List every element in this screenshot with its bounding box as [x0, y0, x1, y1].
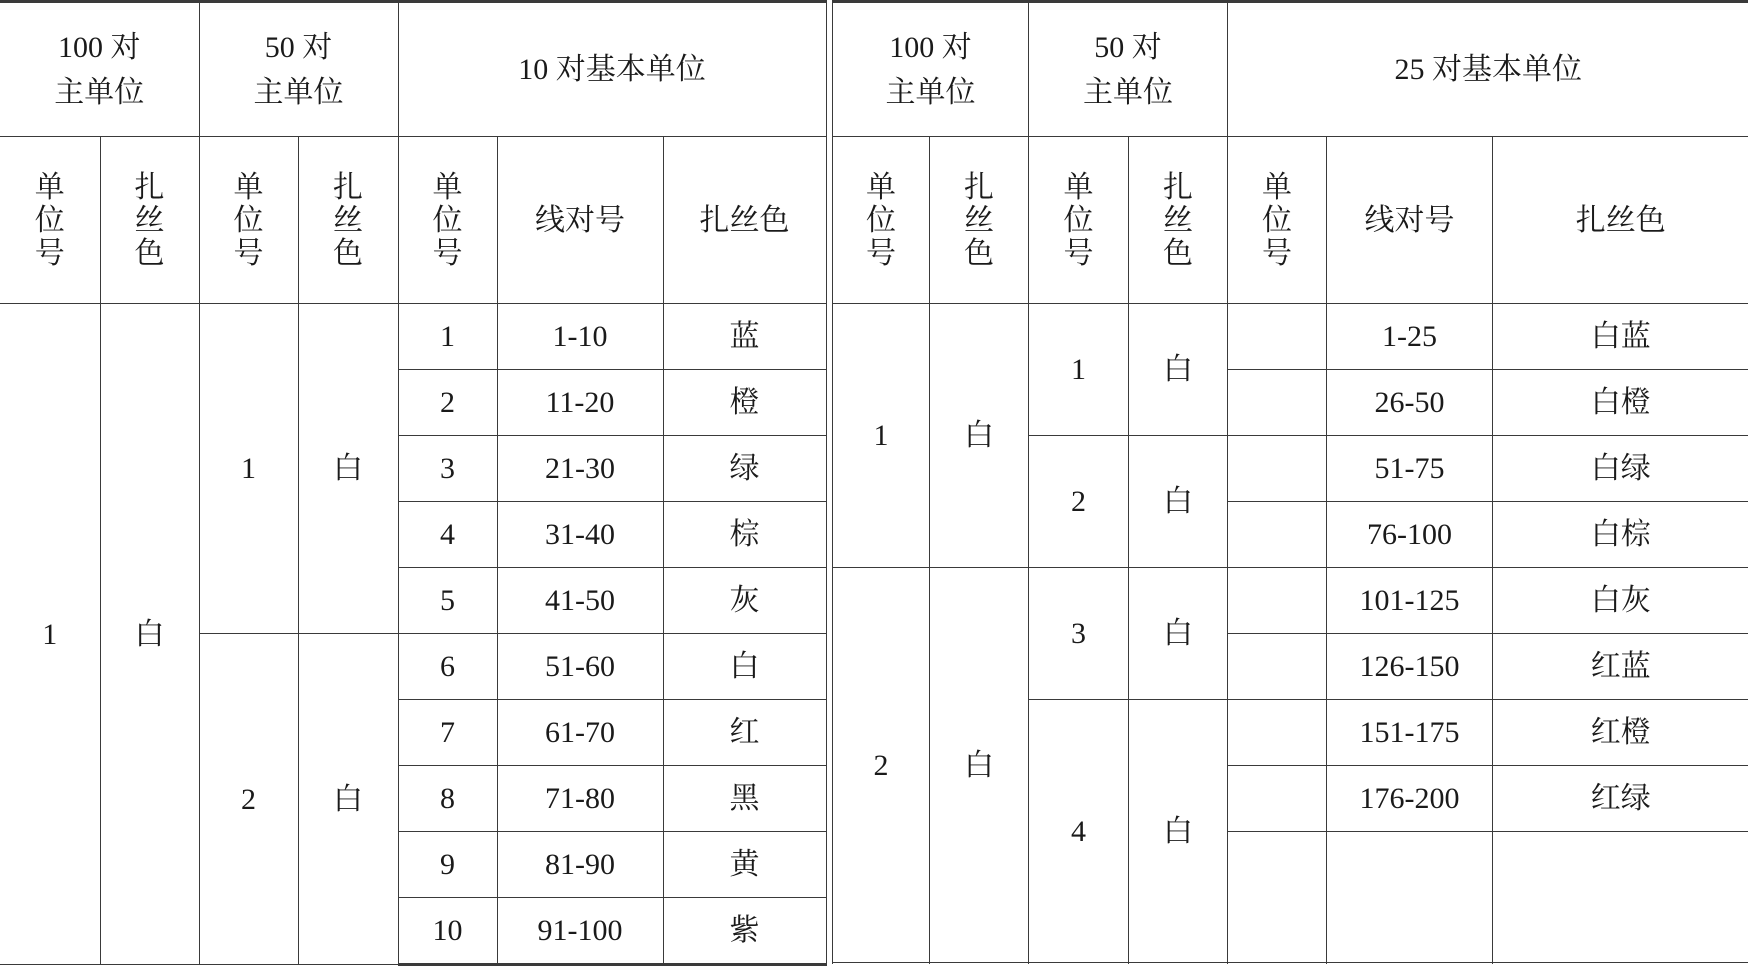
main100-color: 白: [930, 568, 1029, 963]
main50-unit: 2: [1029, 436, 1129, 568]
header-unit-number: 单 位 号: [1228, 137, 1327, 304]
unit-number: 7: [398, 700, 497, 766]
header-unit-number: 单 位 号: [833, 137, 930, 304]
header-binder-color: 扎丝色: [663, 137, 826, 304]
pair-range: 1-10: [497, 304, 663, 370]
unit-number: 1: [398, 304, 497, 370]
pair-range: 1-25: [1327, 304, 1493, 370]
unit-number: 4: [398, 502, 497, 568]
pair-range: 31-40: [497, 502, 663, 568]
header-50-pair-main-unit: 50 对 主单位: [1029, 2, 1228, 137]
header-100-pair-main-unit: 100 对 主单位: [833, 2, 1029, 137]
pair-range: 81-90: [497, 832, 663, 898]
header-50-pair-main-unit: 50 对 主单位: [199, 2, 398, 137]
binder-color: 绿: [663, 436, 826, 502]
binder-color: 白绿: [1493, 436, 1748, 502]
unit-number: 8: [398, 766, 497, 832]
unit-number: [1228, 700, 1327, 766]
main100-unit: 1: [833, 304, 930, 568]
main100-unit: 1: [0, 304, 100, 965]
pair-range: 41-50: [497, 568, 663, 634]
pair-range: 61-70: [497, 700, 663, 766]
unit-number: [1228, 832, 1327, 963]
binder-color: 黄: [663, 832, 826, 898]
unit-number: 9: [398, 832, 497, 898]
binder-color: 蓝: [663, 304, 826, 370]
header-binder-color: 扎 丝 色: [1129, 137, 1228, 304]
header-binder-color: 扎 丝 色: [100, 137, 199, 304]
main50-color: 白: [1129, 436, 1228, 568]
header-unit-number: 单 位 号: [1029, 137, 1129, 304]
main50-unit: 4: [1029, 700, 1129, 963]
header-binder-color: 扎 丝 色: [930, 137, 1029, 304]
binder-color: 红: [663, 700, 826, 766]
binder-color: 黑: [663, 766, 826, 832]
pair-range: 91-100: [497, 898, 663, 965]
main50-unit: 1: [1029, 304, 1129, 436]
pair-range: 51-60: [497, 634, 663, 700]
pair-range: 76-100: [1327, 502, 1493, 568]
main50-color: 白: [1129, 700, 1228, 963]
binder-color: 灰: [663, 568, 826, 634]
pair-range: 21-30: [497, 436, 663, 502]
binder-color: 白: [663, 634, 826, 700]
main100-color: 白: [930, 304, 1029, 568]
binder-color: 棕: [663, 502, 826, 568]
unit-number: 6: [398, 634, 497, 700]
main50-color: 白: [298, 304, 398, 634]
binder-color: 白橙: [1493, 370, 1748, 436]
main50-color: 白: [1129, 568, 1228, 700]
header-binder-color: 扎丝色: [1493, 137, 1748, 304]
header-pair-number: 线对号: [497, 137, 663, 304]
pair-range: 26-50: [1327, 370, 1493, 436]
unit-number: 2: [398, 370, 497, 436]
binder-color: 白蓝: [1493, 304, 1748, 370]
unit-number: 3: [398, 436, 497, 502]
binder-color: 红蓝: [1493, 634, 1748, 700]
unit-number: [1228, 634, 1327, 700]
pair-range: 101-125: [1327, 568, 1493, 634]
header-binder-color: 扎 丝 色: [298, 137, 398, 304]
binder-color: 红绿: [1493, 766, 1748, 832]
header-100-pair-main-unit: 100 对 主单位: [0, 2, 199, 137]
main50-unit: 3: [1029, 568, 1129, 700]
unit-number: [1228, 568, 1327, 634]
binder-color: [1493, 832, 1748, 963]
header-unit-number: 单 位 号: [199, 137, 298, 304]
header-pair-number: 线对号: [1327, 137, 1493, 304]
pair-range: 176-200: [1327, 766, 1493, 832]
main50-unit: 1: [199, 304, 298, 634]
binder-color: 白棕: [1493, 502, 1748, 568]
unit-number: [1228, 502, 1327, 568]
header-10-pair-basic-unit: 10 对基本单位: [398, 2, 826, 137]
binder-color: 紫: [663, 898, 826, 965]
table-25-pair-units: [832, 0, 1748, 963]
main50-unit: 2: [199, 634, 298, 965]
unit-number: 5: [398, 568, 497, 634]
binder-color: 橙: [663, 370, 826, 436]
binder-color: 白灰: [1493, 568, 1748, 634]
pair-range: 51-75: [1327, 436, 1493, 502]
header-unit-number: 单 位 号: [398, 137, 497, 304]
pair-range: 11-20: [497, 370, 663, 436]
main100-unit: 2: [833, 568, 930, 963]
pair-range: 151-175: [1327, 700, 1493, 766]
unit-number: [1228, 370, 1327, 436]
unit-number: [1228, 304, 1327, 370]
pair-range: 71-80: [497, 766, 663, 832]
main100-color: 白: [100, 304, 199, 965]
pair-range: 126-150: [1327, 634, 1493, 700]
unit-number: [1228, 436, 1327, 502]
table-10-pair-units: [0, 0, 827, 966]
pair-range: [1327, 832, 1493, 963]
main50-color: 白: [1129, 304, 1228, 436]
binder-color: 红橙: [1493, 700, 1748, 766]
main50-color: 白: [298, 634, 398, 965]
header-unit-number: 单 位 号: [0, 137, 100, 304]
unit-number: [1228, 766, 1327, 832]
unit-number: 10: [398, 898, 497, 965]
header-25-pair-basic-unit: 25 对基本单位: [1228, 2, 1748, 137]
